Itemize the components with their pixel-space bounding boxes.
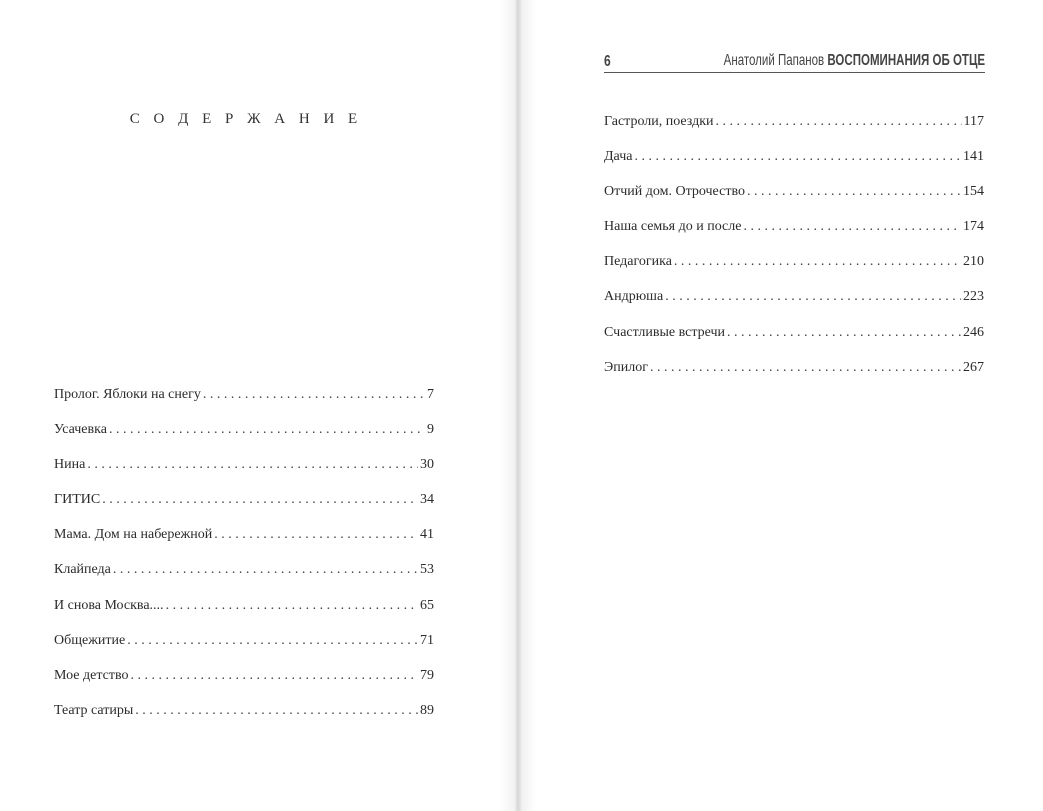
toc-entry-page: 34 — [420, 492, 434, 508]
dot-leader — [203, 385, 425, 405]
toc-entry-title: Мое детство — [54, 667, 129, 683]
toc-entry-page: 210 — [963, 254, 984, 270]
contents-heading: С О Д Е Р Ж А Н И Е — [129, 111, 363, 127]
dot-leader — [87, 455, 418, 475]
toc-entry-page: 71 — [420, 632, 434, 648]
toc-entry-title: Пролог. Яблоки на снегу — [54, 387, 201, 402]
dot-leader — [727, 323, 961, 343]
toc-entry-page: 223 — [963, 289, 984, 305]
toc-entry-page: 89 — [420, 702, 434, 718]
toc-entry-title: ГИТИС — [54, 492, 101, 508]
toc-entry-page: 141 — [963, 149, 984, 165]
toc-entry — [604, 182, 984, 217]
toc-entry-title: Театр сатиры — [54, 702, 134, 718]
toc-entry-title: Клайпеда — [54, 562, 111, 578]
toc-entry-title: Отчий дом. Отрочество — [604, 184, 745, 200]
toc-entry-page: 7 — [427, 387, 434, 402]
toc-entry-page: 174 — [963, 219, 984, 235]
toc-entry-page: 65 — [420, 597, 434, 613]
toc-entry-page: 41 — [420, 527, 434, 543]
toc-entry — [54, 525, 434, 560]
toc-list-left — [54, 385, 434, 736]
toc-entry-title: Общежитие — [54, 632, 126, 648]
toc-entry-title: Мама. Дом на набережной — [54, 527, 213, 543]
dot-leader — [214, 525, 418, 545]
dot-leader — [127, 631, 418, 651]
toc-entry-title: Наша семья до и после — [604, 219, 742, 235]
toc-entry-page: 246 — [963, 324, 984, 340]
toc-list-right — [604, 112, 984, 393]
toc-entry-page: 79 — [420, 667, 434, 683]
running-head — [604, 50, 985, 73]
toc-entry — [54, 420, 434, 455]
dot-leader — [109, 420, 425, 440]
right-page — [518, 0, 1043, 811]
toc-entry-title: Дача — [604, 149, 633, 165]
dot-leader — [747, 182, 961, 202]
toc-entry — [604, 252, 984, 287]
toc-entry — [604, 217, 984, 252]
toc-entry-title: Гастроли, поездки — [604, 114, 714, 129]
toc-entry-title: Эпилог — [604, 359, 648, 375]
toc-entry-page: 267 — [963, 359, 984, 375]
toc-entry — [54, 455, 434, 490]
dot-leader — [166, 596, 418, 616]
toc-entry — [54, 385, 434, 420]
toc-entry — [604, 147, 984, 182]
running-head-book-title: ВОСПОМИНАНИЯ ОБ ОТЦЕ — [827, 52, 985, 69]
toc-entry — [604, 112, 984, 147]
dot-leader — [113, 560, 418, 580]
dot-leader — [716, 112, 962, 132]
toc-entry-title: И снова Москва.... — [54, 597, 164, 613]
toc-entry-title: Андрюша — [604, 289, 664, 305]
toc-entry — [54, 596, 434, 631]
toc-entry-page: 30 — [420, 457, 434, 473]
dot-leader — [743, 217, 961, 237]
toc-entry-page: 117 — [963, 114, 984, 129]
toc-entry — [604, 358, 984, 393]
toc-entry-title: Педагогика — [604, 254, 672, 270]
left-page — [0, 0, 518, 811]
dot-leader — [130, 666, 418, 686]
toc-entry-page: 9 — [427, 422, 434, 438]
dot-leader — [634, 147, 961, 167]
dot-leader — [665, 287, 961, 307]
page-number: 6 — [604, 53, 611, 70]
toc-entry-title: Усачевка — [54, 422, 107, 438]
toc-entry — [604, 287, 984, 322]
dot-leader — [650, 358, 961, 378]
toc-entry-page: 53 — [420, 562, 434, 578]
toc-entry-title: Нина — [54, 457, 86, 473]
dot-leader — [102, 490, 418, 510]
dot-leader — [135, 701, 418, 721]
toc-entry — [54, 631, 434, 666]
toc-entry-title: Счастливые встречи — [604, 324, 726, 340]
toc-entry — [54, 701, 434, 736]
toc-entry — [54, 666, 434, 701]
dot-leader — [674, 252, 961, 272]
running-head-author: Анатолий Папанов — [723, 52, 825, 69]
toc-entry-page: 154 — [963, 184, 984, 200]
toc-entry — [54, 490, 434, 525]
running-head-text — [724, 52, 985, 70]
toc-entry — [604, 323, 984, 358]
toc-entry — [54, 560, 434, 595]
